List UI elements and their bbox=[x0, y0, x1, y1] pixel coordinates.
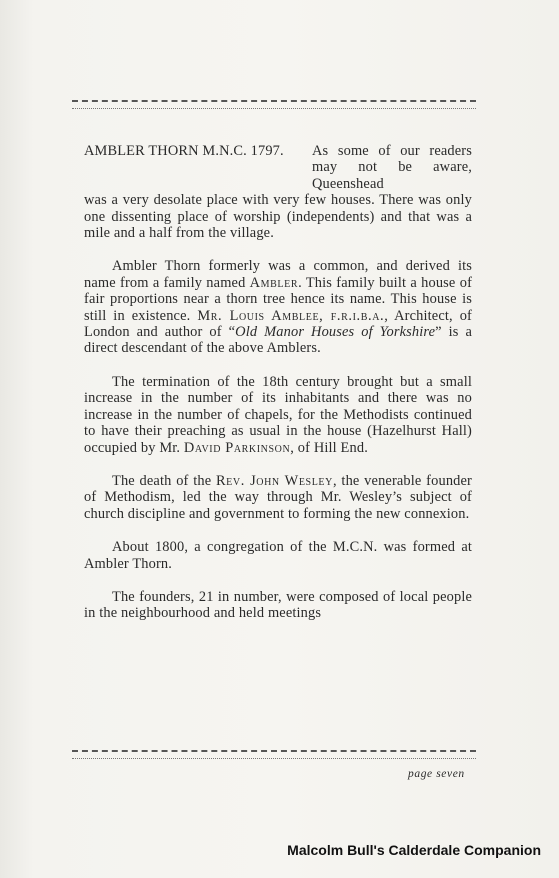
paragraph-3: The termination of the 18th century brought but a small increase in the number of its inhabitants and there was no increase in the number of chapels, for the Methodists continued to have their preaching as usual in the house (Hazelhurst Hall) occupied by Mr. David Parkinson, of Hill End. bbox=[84, 373, 472, 456]
top-divider bbox=[72, 100, 476, 109]
person-name: David Parkinson bbox=[183, 439, 291, 456]
architect-name: Mr. Louis Amblee, f.r.i.b.a. bbox=[197, 307, 385, 324]
family-name: Ambler bbox=[249, 274, 299, 291]
intro-text: As some of our readers may not be aware, Queenshead bbox=[312, 143, 472, 192]
watermark-credit: Malcolm Bull's Calderdale Companion bbox=[287, 842, 541, 858]
paragraph-6: The founders, 21 in number, were composed of local people in the neighbourhood and held meetings bbox=[84, 588, 472, 622]
section-heading: AMBLER THORN M.N.C. 1797. bbox=[84, 143, 284, 159]
bottom-divider bbox=[72, 750, 476, 759]
body-text bbox=[84, 143, 472, 639]
paragraph-1: was a very desolate place with very few houses. There was only one dissenting place of worship (independents) and that was a mile and a half from the village. bbox=[84, 192, 472, 242]
wesley-name: Rev. John Wesley bbox=[215, 472, 333, 489]
heading-row bbox=[84, 143, 472, 192]
paragraph-4: The death of the Rev. John Wesley, the venerable founder of Methodism, led the way through Mr. Wesley’s subject of church discipline and government to forming the new connexion. bbox=[84, 472, 472, 522]
book-title: Old Manor Houses of Yorkshire bbox=[235, 324, 436, 341]
page-number: page seven bbox=[408, 768, 465, 780]
paragraph-5: About 1800, a congregation of the M.C.N. was formed at Ambler Thorn. bbox=[84, 539, 472, 572]
paragraph-2: Ambler Thorn formerly was a common, and derived its name from a family named Ambler. This family built a house of fair proportions near a thorn tree hence its name. This house is still in existence. Mr. Louis Amblee, f.r.i.b.a., Architect, of London and author of “Old Manor Houses of Yorkshire” is a direct descendant of the above Amblers. bbox=[84, 258, 473, 357]
